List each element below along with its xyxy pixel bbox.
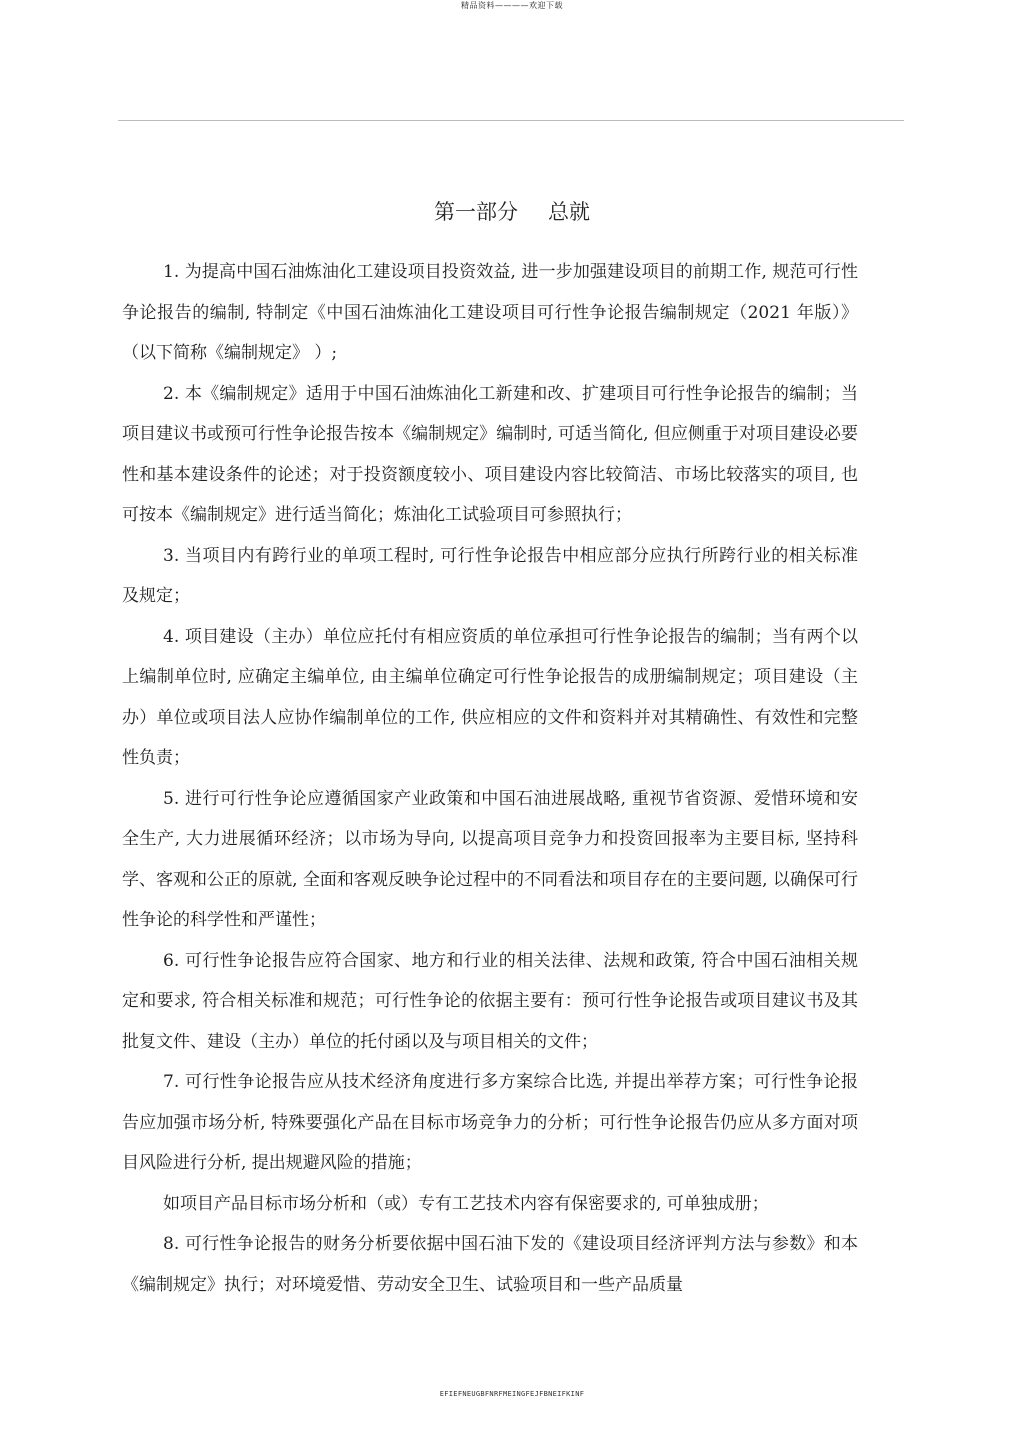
paragraph-8: 8. 可行性争论报告的财务分析要依据中国石油下发的《建设项目经济评判方法与参数》和本《编制规定》执行；对环境爱惜、劳动安全卫生、试验项目和一些产品质量	[122, 1234, 858, 1295]
title-part: 第一部分	[434, 200, 518, 224]
paragraph-7-note: 如项目产品目标市场分析和（或）专有工艺技术内容有保密要求的, 可单独成册；	[163, 1193, 769, 1214]
paragraph-1: 1. 为提高中国石油炼油化工建设项目投资效益, 进一步加强建设项目的前期工作, 规范可行性争论报告的编制, 特制定《中国石油炼油化工建设项目可行性争论报告编制规定（2021 年版）》（以下简称《编制规定》 ）;	[122, 262, 858, 363]
paragraph-7: 7. 可行性争论报告应从技术经济角度进行多方案综合比选, 并提出举荐方案；可行性争论报告应加强市场分析, 特殊要强化产品在目标市场竞争力的分析；可行性争论报告仍应从多方面对项目风险进行分析, 提出规避风险的措施；	[122, 1072, 858, 1173]
paragraph-4: 4. 项目建设（主办）单位应托付有相应资质的单位承担可行性争论报告的编制；当有两个以上编制单位时, 应确定主编单位, 由主编单位确定可行性争论报告的成册编制规定；项目建设（主办）单位或项目法人应协作编制单位的工作, 供应相应的文件和资料并对其精确性、有效性和完整性负责；	[122, 626, 858, 768]
document-body	[122, 252, 858, 1305]
paragraph-2: 2. 本《编制规定》适用于中国石油炼油化工新建和改、扩建项目可行性争论报告的编制；当项目建议书或预可行性争论报告按本《编制规定》编制时, 可适当简化, 但应侧重于对项目建设必要性和基本建设条件的论述；对于投资额度较小、项目建设内容比较简洁、市场比较落实的项目, 也可按本《编制规定》进行适当简化；炼油化工试验项目可参照执行；	[122, 383, 858, 525]
paragraph-5: 5. 进行可行性争论应遵循国家产业政策和中国石油进展战略, 重视节省资源、爱惜环境和安全生产, 大力进展循环经济；以市场为导向, 以提高项目竞争力和投资回报率为主要目标, 坚持科学、客观和公正的原就, 全面和客观反映争论过程中的不同看法和项目存在的主要问题, 以确保可行性争论的科学性和严谨性；	[122, 788, 858, 930]
header-divider	[118, 120, 904, 121]
page-title	[0, 198, 1024, 226]
paragraph-6: 6. 可行性争论报告应符合国家、地方和行业的相关法律、法规和政策, 符合中国石油相关规定和要求, 符合相关标准和规范；可行性争论的依据主要有：预可行性争论报告或项目建议书及其批复文件、建设（主办）单位的托付函以及与项目相关的文件；	[122, 950, 858, 1052]
paragraph-3: 3. 当项目内有跨行业的单项工程时, 可行性争论报告中相应部分应执行所跨行业的相关标准及规定；	[122, 545, 858, 606]
page-footer-code: EFIEFNEUGBFNRFMEINGFEJFBNEIFKINF	[439, 1390, 585, 1398]
title-name: 总就	[548, 200, 590, 224]
page-header-banner: 精品资料————欢迎下载	[461, 1, 563, 10]
